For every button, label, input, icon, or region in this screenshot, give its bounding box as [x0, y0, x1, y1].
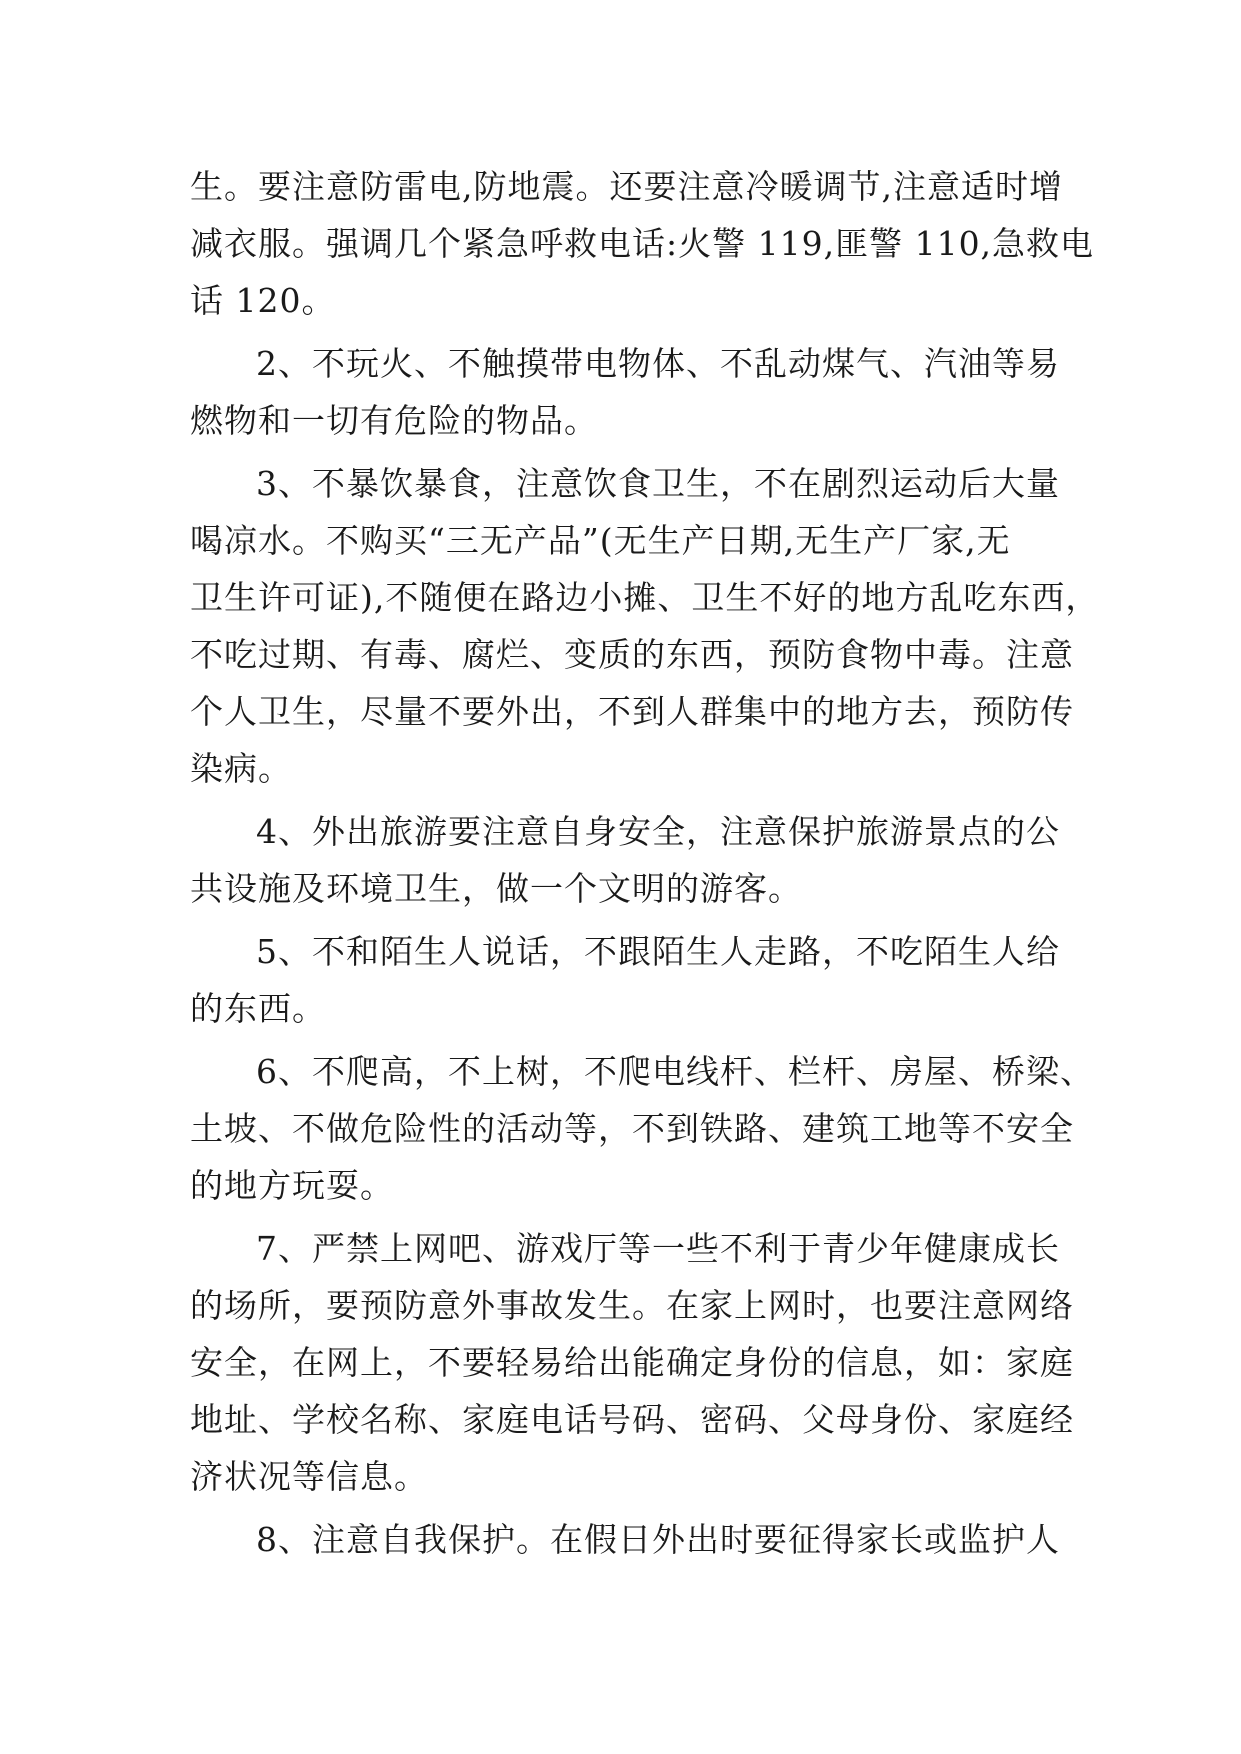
text-line: 2、不玩火、不触摸带电物体、不乱动煤气、汽油等易: [256, 344, 1060, 383]
text-line: 共设施及环境卫生，做一个文明的游客。: [190, 869, 802, 908]
text-line: 的场所，要预防意外事故发生。在家上网时，也要注意网络: [190, 1286, 1074, 1325]
text-line: 的地方玩耍。: [190, 1166, 394, 1205]
paragraph-item-3: [190, 455, 1100, 797]
text-line: 安全，在网上，不要轻易给出能确定身份的信息，如：家庭: [190, 1343, 1074, 1382]
paragraph-item-6: [190, 1043, 1094, 1214]
text-line: 地址、学校名称、家庭电话号码、密码、父母身份、家庭经: [190, 1400, 1074, 1439]
text-line: 减衣服。强调几个紧急呼救电话:火警 119,匪警 110,急救电: [190, 224, 1095, 263]
text-line: 4、外出旅游要注意自身安全，注意保护旅游景点的公: [256, 812, 1060, 851]
text-line: 济状况等信息。: [190, 1457, 428, 1496]
paragraph-item-4: [190, 803, 1060, 917]
paragraph-item-2: [190, 335, 1060, 449]
paragraph-item-8: [190, 1511, 1060, 1568]
text-line: 话 120。: [190, 281, 336, 320]
text-line: 燃物和一切有危险的物品。: [190, 401, 598, 440]
text-line: 生。要注意防雷电,防地震。还要注意冷暖调节,注意适时增: [190, 167, 1063, 206]
text-line: 7、严禁上网吧、游戏厅等一些不利于青少年健康成长: [256, 1229, 1060, 1268]
text-line: 3、不暴饮暴食，注意饮食卫生，不在剧烈运动后大量: [256, 464, 1060, 503]
text-line: 卫生许可证),不随便在路边小摊、卫生不好的地方乱吃东西，: [190, 578, 1100, 617]
text-line: 5、不和陌生人说话，不跟陌生人走路，不吃陌生人给: [256, 932, 1060, 971]
text-line: 染病。: [190, 749, 292, 788]
paragraph-item-5: [190, 923, 1060, 1037]
text-line: 个人卫生，尽量不要外出，不到人群集中的地方去，预防传: [190, 692, 1074, 731]
text-line: 不吃过期、有毒、腐烂、变质的东西，预防食物中毒。注意: [190, 635, 1074, 674]
text-line: 土坡、不做危险性的活动等，不到铁路、建筑工地等不安全: [190, 1109, 1074, 1148]
text-line: 8、注意自我保护。在假日外出时要征得家长或监护人: [256, 1520, 1060, 1559]
text-line: 喝凉水。不购买“三无产品”(无生产日期,无生产厂家,无: [190, 521, 1011, 560]
paragraph: [190, 158, 1095, 329]
text-line: 6、不爬高，不上树，不爬电线杆、栏杆、房屋、桥梁、: [256, 1052, 1094, 1091]
paragraph-item-7: [190, 1220, 1074, 1505]
text-line: 的东西。: [190, 989, 326, 1028]
document-body: [190, 158, 1100, 1568]
